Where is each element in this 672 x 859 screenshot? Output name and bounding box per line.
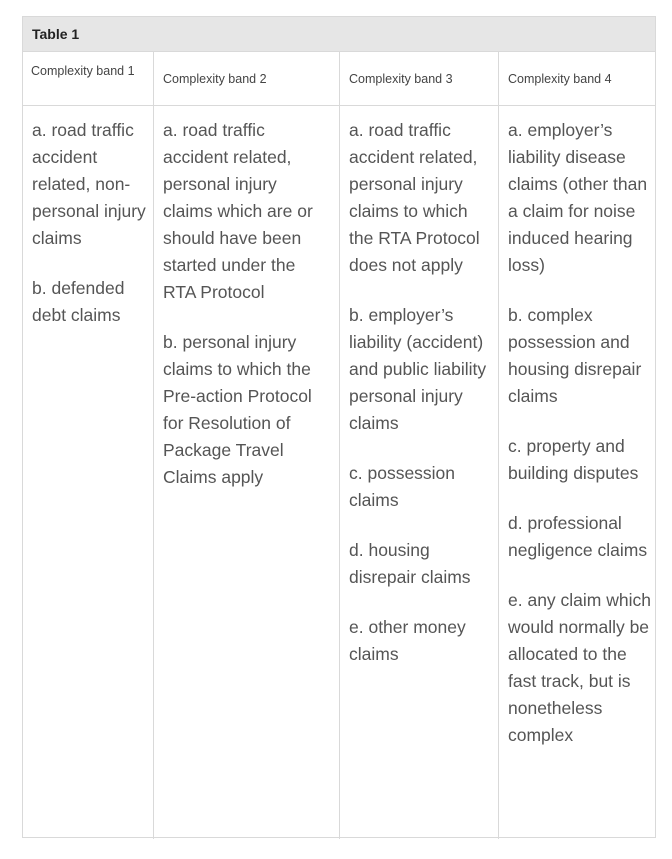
band-3-item-e: e. other money claims	[349, 617, 466, 664]
band-4-item-d: d. professional negligence claims	[508, 513, 648, 560]
header-row	[23, 52, 655, 106]
table-caption-bar	[23, 17, 655, 52]
band-2-item-b: b. personal injury claims to which the Pre-action Protocol for Resolution of Package Travel Claims apply	[163, 332, 312, 487]
band-2-item-a: a. road traffic accident related, personal injury claims which are or should have been started under the RTA Protocol	[163, 120, 313, 302]
band-2-cell	[163, 117, 331, 514]
header-band-1: Complexity band 1	[31, 64, 135, 78]
band-1-item-a: a. road traffic accident related, non-personal injury claims	[32, 120, 146, 248]
band-3-item-c: c. possession claims	[349, 463, 456, 510]
header-band-3: Complexity band 3	[349, 72, 453, 86]
band-4-cell	[508, 117, 652, 772]
band-3-item-b: b. employer’s liability (accident) and public liability personal injury claims	[349, 305, 487, 433]
band-1-item-b: b. defended debt claims	[32, 278, 125, 325]
table-caption: Table 1	[32, 26, 80, 42]
header-band-4: Complexity band 4	[508, 72, 612, 86]
column-divider	[153, 52, 154, 839]
column-divider	[339, 52, 340, 839]
band-4-item-c: c. property and building disputes	[508, 436, 639, 483]
band-1-cell	[32, 117, 150, 352]
band-4-item-b: b. complex possession and housing disrepair claims	[508, 305, 642, 406]
band-3-item-d: d. housing disrepair claims	[349, 540, 471, 587]
band-3-cell	[349, 117, 495, 691]
band-4-item-a: a. employer’s liability disease claims (other than a claim for noise induced hearing loss)	[508, 120, 648, 275]
complexity-bands-table	[22, 16, 656, 838]
band-4-item-e: e. any claim which would normally be allocated to the fast track, but is nonetheless complex	[508, 590, 651, 745]
band-3-item-a: a. road traffic accident related, personal injury claims to which the RTA Protocol does not apply	[349, 120, 480, 275]
header-band-2: Complexity band 2	[163, 72, 267, 86]
column-divider	[498, 52, 499, 839]
